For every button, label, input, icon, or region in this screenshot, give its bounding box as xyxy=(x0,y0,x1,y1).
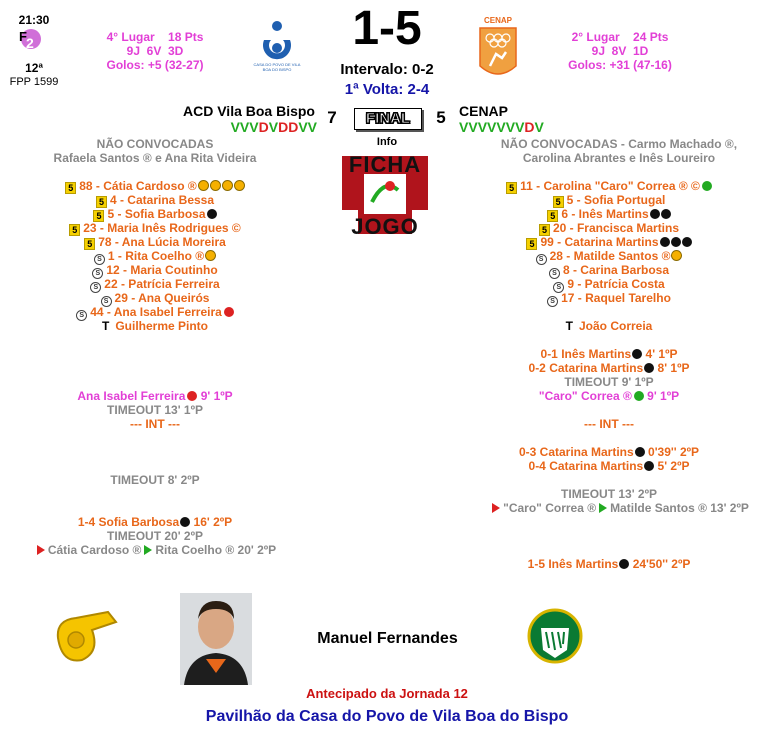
player-row[interactable] xyxy=(20,263,290,277)
form-result: V xyxy=(496,119,506,135)
goal-ball-icon xyxy=(660,237,670,247)
yellow-card-icon xyxy=(198,180,209,191)
event-time: 9' 1ºP xyxy=(197,389,233,403)
goal-ball-icon xyxy=(207,209,217,219)
event-text: 1-5 Inês Martins xyxy=(527,557,619,571)
event-text: 0-2 Catarina Martins xyxy=(528,361,644,375)
event-text: TIMEOUT 13' 1ºP xyxy=(107,403,203,417)
player-name[interactable]: 99 - Catarina Martins xyxy=(540,235,659,249)
substitute-badge: S xyxy=(549,268,560,279)
player-row[interactable] xyxy=(474,235,744,249)
player-row[interactable] xyxy=(474,179,744,193)
away-logo-label: CENAP xyxy=(483,16,512,25)
goal-ball-icon xyxy=(619,559,629,569)
event-time: 24'50'' 2ºP xyxy=(629,557,691,571)
home-standing-goals: Golos: +5 (32-27) xyxy=(106,58,204,72)
final-label: FINAL xyxy=(365,110,411,127)
home-standing-rank: 4° Lugar 18 Pts xyxy=(106,30,204,44)
event-time: 4' 1ºP xyxy=(642,347,678,361)
substitute-badge: S xyxy=(92,268,103,279)
goal-ball-icon xyxy=(180,517,190,527)
goal-ball-icon xyxy=(644,461,654,471)
yellow-card-icon xyxy=(671,250,682,261)
player-row[interactable] xyxy=(474,207,744,221)
goal-ball-icon xyxy=(632,349,642,359)
penalty-red-icon xyxy=(187,391,197,401)
away-series-score: 5 xyxy=(436,108,446,127)
sub-in-arrow-icon xyxy=(599,503,607,513)
away-coach-name[interactable]: João Correia xyxy=(578,319,653,333)
event-time: 9' 1ºP xyxy=(643,389,680,403)
form-result: V xyxy=(505,119,516,135)
association-crest-icon xyxy=(527,606,583,668)
event-text: Ana Isabel Ferreira xyxy=(77,389,186,403)
home-coach-name[interactable]: Guilherme Pinto xyxy=(115,319,209,333)
player-name[interactable]: 29 - Ana Queirós xyxy=(114,291,210,305)
event-time: 16' 2ºP xyxy=(190,515,233,529)
kickoff-time: 21:30 xyxy=(18,13,50,27)
substitute-badge: S xyxy=(94,254,105,265)
substitute-badge: S xyxy=(90,282,101,293)
away-sub-in: Matilde Santos ® 13' 2ºP xyxy=(610,501,749,515)
form-result: V xyxy=(268,119,279,135)
player-row[interactable] xyxy=(20,277,290,291)
away-not-called-title: NÃO CONVOCADAS - Carmo Machado ®, xyxy=(500,137,738,151)
starter-badge: 5 xyxy=(506,182,517,194)
player-row[interactable] xyxy=(20,221,290,235)
away-roster xyxy=(474,179,744,305)
away-logo-icon xyxy=(476,26,520,80)
referee-photo-icon xyxy=(180,593,252,685)
player-name[interactable]: 78 - Ana Lúcia Moreira xyxy=(98,235,226,249)
form-result: D xyxy=(288,119,299,135)
match-event xyxy=(20,389,290,403)
event-time: 5' 2ºP xyxy=(654,459,690,473)
player-name[interactable]: 22 - Patrícia Ferreira xyxy=(104,277,220,291)
player-name[interactable]: 23 - Maria Inês Rodrigues © xyxy=(83,221,241,235)
home-team-name[interactable]: ACD Vila Boa Bispo xyxy=(183,103,315,119)
form-result: V xyxy=(515,119,525,135)
match-event xyxy=(474,445,744,459)
starter-badge: 5 xyxy=(93,210,104,222)
yellow-card-icon xyxy=(210,180,221,191)
goal-ball-icon xyxy=(635,447,645,457)
home-coach xyxy=(20,319,290,333)
form-result: V xyxy=(249,119,259,135)
match-event xyxy=(474,389,744,403)
player-row[interactable] xyxy=(20,305,290,319)
player-name[interactable]: 5 - Sofia Barbosa xyxy=(107,207,206,221)
player-name[interactable]: 17 - Raquel Tarelho xyxy=(561,291,671,305)
away-sub-out: "Caro" Correa ® xyxy=(503,501,597,515)
player-name[interactable]: 20 - Francisca Martins xyxy=(552,221,680,235)
ficha-line2: JOGO xyxy=(351,214,419,239)
player-name[interactable]: 6 - Inês Martins xyxy=(561,207,649,221)
form-result: V xyxy=(239,119,250,135)
yellow-card-icon xyxy=(205,250,216,261)
goal-ball-icon xyxy=(671,237,681,247)
referee-name[interactable]: Manuel Fernandes xyxy=(317,630,458,647)
starter-badge: 5 xyxy=(65,182,76,194)
form-result: V xyxy=(298,119,308,135)
form-result: V xyxy=(230,119,240,135)
division-badge xyxy=(17,27,39,49)
event-text: "Caro" Correa ® xyxy=(538,389,632,403)
player-name[interactable]: 88 - Cátia Cardoso ® xyxy=(79,179,197,193)
player-row[interactable] xyxy=(20,193,290,207)
substitute-badge: S xyxy=(536,254,547,265)
penalty-red-icon xyxy=(224,307,234,317)
player-row[interactable] xyxy=(474,221,744,235)
match-event xyxy=(474,375,744,389)
match-event xyxy=(474,459,744,473)
event-text: --- INT --- xyxy=(584,417,634,431)
substitute-badge: S xyxy=(101,296,112,307)
event-time: 0'39'' 2ºP xyxy=(644,445,699,459)
home-substitution xyxy=(20,543,290,557)
home-series-score: 7 xyxy=(327,108,337,127)
home-not-called-title: NÃO CONVOCADAS xyxy=(96,137,214,151)
halftime-score: Intervalo: 0-2 xyxy=(340,61,434,78)
player-row[interactable] xyxy=(474,249,744,263)
match-event xyxy=(20,529,290,543)
home-not-called-names: Rafaela Santos ® e Ana Rita Videira xyxy=(53,151,257,165)
away-team-name[interactable]: CENAP xyxy=(459,103,509,119)
player-row[interactable] xyxy=(20,235,290,249)
form-result: V xyxy=(487,119,497,135)
form-result: V xyxy=(307,119,317,135)
final-score: 1-5 xyxy=(352,2,422,55)
player-row[interactable] xyxy=(474,277,744,291)
division-letter: F xyxy=(19,29,27,44)
referee-photo[interactable] xyxy=(180,593,252,685)
first-leg-score: 1ª Volta: 2-4 xyxy=(344,81,430,98)
event-text: TIMEOUT 13' 2ºP xyxy=(561,487,657,501)
form-result: D xyxy=(524,119,535,135)
yellow-card-icon xyxy=(222,180,233,191)
whistle-icon xyxy=(52,608,122,668)
goal-ball-icon xyxy=(644,363,654,373)
yellow-card-icon xyxy=(234,180,245,191)
away-not-called-names: Carolina Abrantes e Inês Loureiro xyxy=(522,151,716,165)
away-form xyxy=(459,119,626,135)
form-result: V xyxy=(468,119,478,135)
away-coach xyxy=(474,319,744,333)
event-text: TIMEOUT 20' 2ºP xyxy=(107,529,203,543)
match-event xyxy=(474,557,744,571)
event-text: TIMEOUT 8' 2ºP xyxy=(110,473,200,487)
league-rank: 12ª xyxy=(25,61,43,75)
away-standing-goals: Golos: +31 (47-16) xyxy=(568,58,672,72)
sub-out-arrow-icon xyxy=(37,545,45,555)
player-name[interactable]: 12 - Maria Coutinho xyxy=(106,263,218,277)
form-result: V xyxy=(534,119,544,135)
division-number: 2 xyxy=(26,35,34,51)
match-event xyxy=(20,473,290,487)
away-substitution xyxy=(474,501,764,515)
goal-ball-icon xyxy=(682,237,692,247)
player-name[interactable]: 5 - Sofia Portugal xyxy=(566,193,666,207)
home-roster xyxy=(20,179,290,319)
home-standing-record: 9J 6V 3D xyxy=(126,44,184,58)
form-result: V xyxy=(459,119,469,135)
venue[interactable]: Pavilhão da Casa do Povo de Vila Boa do Bispo xyxy=(205,708,569,725)
starter-badge: 5 xyxy=(553,196,564,208)
substitute-badge: S xyxy=(553,282,564,293)
penalty-green-icon xyxy=(702,181,712,191)
match-event xyxy=(20,403,290,417)
starter-badge: 5 xyxy=(547,210,558,222)
event-time: 8' 1ºP xyxy=(654,361,690,375)
event-text: --- INT --- xyxy=(130,417,180,431)
substitute-badge: S xyxy=(76,310,87,321)
home-sub-out: Cátia Cardoso ® xyxy=(47,543,142,557)
match-event xyxy=(474,361,744,375)
starter-badge: 5 xyxy=(526,238,537,250)
event-text: 0-3 Catarina Martins xyxy=(518,445,634,459)
player-row[interactable] xyxy=(20,179,290,193)
player-row[interactable] xyxy=(474,263,744,277)
player-name[interactable]: 8 - Carina Barbosa xyxy=(562,263,670,277)
match-status-final xyxy=(354,108,422,130)
ficha-line1: FICHA xyxy=(348,152,422,177)
ficha-jogo-logo[interactable] xyxy=(334,150,436,240)
event-text: 0-1 Inês Martins xyxy=(540,347,632,361)
event-text: 0-4 Catarina Martins xyxy=(528,459,644,473)
starter-badge: 5 xyxy=(539,224,550,236)
event-text: 1-4 Sofia Barbosa xyxy=(77,515,180,529)
player-row[interactable] xyxy=(20,207,290,221)
sub-out-arrow-icon xyxy=(492,503,500,513)
away-team-logo[interactable] xyxy=(476,16,520,80)
player-name[interactable]: 11 - Carolina "Caro" Correa ® © xyxy=(520,179,700,193)
starter-badge: 5 xyxy=(69,224,80,236)
starter-badge: 5 xyxy=(96,196,107,208)
player-row[interactable] xyxy=(474,193,744,207)
info-link[interactable]: Info xyxy=(376,136,398,148)
player-name[interactable]: 9 - Patrícia Costa xyxy=(567,277,665,291)
sub-in-arrow-icon xyxy=(144,545,152,555)
goal-ball-icon xyxy=(661,209,671,219)
home-sub-in: Rita Coelho ® 20' 2ºP xyxy=(155,543,277,557)
player-row[interactable] xyxy=(20,249,290,263)
form-result: V xyxy=(477,119,488,135)
match-event xyxy=(474,487,744,501)
player-name[interactable]: 1 - Rita Coelho ® xyxy=(107,249,205,263)
match-event xyxy=(474,417,744,431)
player-name[interactable]: 28 - Matilde Santos ® xyxy=(549,249,671,263)
event-text: TIMEOUT 9' 1ºP xyxy=(564,375,654,389)
match-event xyxy=(20,515,290,529)
player-name[interactable]: 44 - Ana Isabel Ferreira xyxy=(90,305,222,319)
coach-mark: T xyxy=(101,319,110,333)
home-logo-caption: CASA DO POVO DE VILA BOA DO BISPO xyxy=(253,62,301,72)
fpp-code: FPP 1599 xyxy=(9,76,59,88)
match-event xyxy=(474,347,744,361)
coach-mark: T xyxy=(565,319,573,333)
home-form xyxy=(150,119,317,135)
player-row[interactable] xyxy=(474,291,744,305)
match-event xyxy=(20,417,290,431)
form-result: D xyxy=(258,119,269,135)
starter-badge: 5 xyxy=(84,238,95,250)
penalty-green-icon xyxy=(634,391,644,401)
goal-ball-icon xyxy=(650,209,660,219)
player-name[interactable]: 4 - Catarina Bessa xyxy=(109,193,215,207)
away-standing-record: 9J 8V 1D xyxy=(591,44,649,58)
away-standing-rank: 2° Lugar 24 Pts xyxy=(571,30,669,44)
home-team-logo[interactable] xyxy=(252,18,302,78)
match-note: Antecipado da Jornada 12 xyxy=(306,686,468,701)
form-result: D xyxy=(278,119,289,135)
substitute-badge: S xyxy=(547,296,558,307)
player-row[interactable] xyxy=(20,291,290,305)
